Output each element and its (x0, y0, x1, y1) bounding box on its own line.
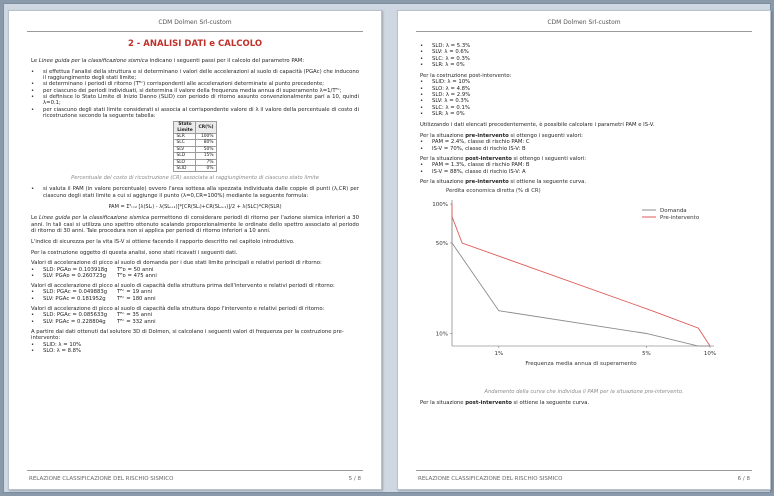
capacity-item: • SLD: PGAᴄ = 0.085633g Tᴿᶜ = 35 anni (31, 312, 153, 319)
step-item: • per ciascuno dei periodi individuati, si determina il valore della frequenza media annua di superamento λ=1/Tᴿᶜ; (31, 87, 342, 94)
table-header: Stato Limite (174, 122, 196, 134)
demand-item: • SLD: PGAᴅ = 0.103918g Tᴿᴅ = 50 anni (31, 266, 154, 273)
header-rule (416, 31, 752, 32)
intro-text: indicano i seguenti passi per il calcolo del parametro PAM: (147, 58, 305, 64)
guideline-title: Linee guida per la classificazione sismica (38, 58, 148, 64)
frequency-item: • SLID: λ = 10% (31, 341, 82, 348)
guideline-title: Linee guida per la classificazione sismica (39, 215, 150, 222)
demand-item: • SLV: PGAᴅ = 0.260723g Tᴿᴅ = 475 anni (31, 272, 157, 279)
results-text: si ottengo i seguenti valori: (511, 155, 587, 162)
table-cell: 50% (196, 146, 216, 152)
frequency-value: SLD: λ = 2.9% (432, 92, 471, 99)
result-item: • PAM = 1.3%, classe di rischio PAM: B (420, 162, 530, 169)
footer-title: RELAZIONE CLASSIFICAZIONE DEL RISCHIO SISMICO (29, 476, 174, 482)
safety-index-paragraph: L'indice di sicurezza per la vita IS-V si ottiene facendo il rapporto descritto nel capitolo introduttivo. (31, 238, 295, 245)
capacity-item: • SLD: PGAᴄ = 0.049883g Tᴿᶜ = 19 anni (31, 289, 153, 296)
capacity-item: • SLV: PGAᴄ = 0.228804g Tᴿᶜ = 332 anni (31, 318, 156, 325)
step-item: • si determinano i periodi di ritorno (Tᴿᶜ) corrispondenti alle accelerazioni determinate al punto precedente; (31, 81, 325, 88)
series-line-pre-intervento (452, 204, 710, 346)
frequency-value: SLID: λ = 10% (432, 79, 471, 86)
curve-emphasis: pre-intervento (465, 178, 509, 185)
frequency-item: • SLV: λ = 0.3% (420, 98, 469, 105)
curve-text: si ottiene la seguente curva. (508, 178, 587, 185)
utilizzando-paragraph: Utilizzando i dati elencati precedentemente, è possibile calcolare i parametri PAM e IS-V. (420, 122, 655, 129)
page-6 (397, 10, 771, 490)
step-text: si effettua l'analisi della struttura e si determinano i valori delle accelerazioni al suolo di capacità (PGAᴄ) che inducono il raggiungimento degli stati limite; (43, 68, 359, 82)
result-value: PAM = 2.4%, classe di rischio PAM: C (432, 139, 530, 146)
curve-pre-intro (420, 179, 748, 185)
return-period: Tᴿᶜ = 19 anni (117, 289, 153, 296)
x-tick-label: 10% (703, 351, 717, 358)
pam-formula: PAM = Σ⁵ᵢ₌₂ [λ(SLᵢ) - λ(SLᵢ₊₁)]*[CR(SLᵢ)+CR(SLᵢ₊₁)]/2 + λ(SLC)*CR(SLR) (108, 204, 282, 211)
table-cell: SLC (174, 140, 196, 146)
frequency-value: SLR: λ = 0% (432, 61, 465, 68)
table-cell: 80% (196, 140, 216, 146)
frequency-value: SLV: λ = 0.3% (432, 98, 469, 105)
step-text: si valuta il PAM (in valore percentuale) ovvero l'area sottesa alla spezzata individuata dalle coppie di punti (λ,CR) per ciascuno degli stati limite a cui si aggiunge il punto (λ=0,CR=100%) mediante la seguente formula: (43, 186, 359, 199)
document-viewer (3, 3, 771, 493)
pam-chart (420, 194, 750, 386)
footer-title: RELAZIONE CLASSIFICAZIONE DEL RISCHIO SISMICO (418, 476, 563, 482)
frequency-item: • SLC: λ = 0.3% (420, 55, 470, 62)
step-text: per ciascuno dei periodi individuati, si determina il valore della frequenza media annua di superamento λ=1/Tᴿᶜ; (43, 87, 342, 94)
periods-paragraph (31, 215, 359, 234)
frequency-item: • SLID: λ = 10% (420, 79, 471, 86)
table-caption: Percentuale del costo di ricostruzione (CR) associata al raggiungimento di ciascuno stato limite (71, 175, 319, 182)
series-line-domanda (452, 204, 710, 346)
table-cell: SLR (174, 133, 196, 139)
table-cell: 7% (196, 159, 216, 165)
return-period: Tᴿᴅ = 475 anni (117, 272, 157, 279)
intro-paragraph (31, 58, 359, 64)
construction-paragraph: Per la costruzione oggetto di questa analisi, sono stati ricavati i seguenti dati. (31, 249, 238, 256)
y-tick-label: 100% (432, 202, 448, 209)
pga-value: SLV: PGAᴅ = 0.260723g (43, 272, 106, 279)
table-cell: 0% (196, 166, 216, 172)
curve-emphasis: post-intervento (465, 399, 512, 406)
x-tick-label: 1% (494, 351, 504, 358)
curve-text: Per la situazione (420, 178, 466, 185)
chart-caption: Andamento della curva che individua il PAM per la situazione pre-intervento. (484, 388, 684, 395)
footer-rule (27, 470, 363, 471)
table-header: CR(%) (196, 122, 216, 134)
frequency-value: SLID: λ = 10% (43, 341, 82, 348)
intro-text: Le (31, 58, 39, 64)
table-cell: SLID (174, 166, 196, 172)
frequency-value: SLC: λ = 0.3% (432, 55, 470, 62)
capacity-item: • SLV: PGAᴄ = 0.181952g Tᴿᶜ = 180 anni (31, 295, 156, 302)
pga-value: SLD: PGAᴅ = 0.103918g (43, 266, 108, 273)
frequency-item: • SLR: λ = 0% (420, 110, 465, 117)
x-axis-label: Frequenza media annua di superamento (525, 361, 637, 368)
table-cell: 100% (196, 133, 216, 139)
page-body (31, 39, 359, 354)
frequency-value: SLC: λ = 0.1% (432, 104, 470, 111)
frequency-item: • SLO: λ = 8.8% (31, 347, 82, 354)
y-tick-label: 10% (435, 331, 448, 338)
frequency-value: SLD: λ = 5.3% (432, 43, 471, 49)
results-emphasis: post-intervento (465, 155, 512, 162)
curve-post-intro (420, 400, 748, 406)
frequency-value: SLO: λ = 8.8% (43, 347, 82, 354)
dolmen-intro: A partire dai dati ottenuti dal solutore 3D di Dolmen, si calcolano i seguenti valori di frequenza per la costruzione pre-intervento: (31, 328, 344, 342)
return-period: Tᴿᶜ = 180 anni (117, 295, 156, 302)
return-period: Tᴿᴅ = 50 anni (117, 266, 154, 273)
curve-text: Per la situazione (420, 399, 466, 406)
step-item: • per ciascuno degli stati limite considerati si associa al corrispondente valore di λ il valore della percentuale di costo di ricostruzione secondo la seguente tabella: (31, 106, 359, 119)
step-item: • si definisce lo Stato Limite di Inizio Danno (SLID) con periodo di ritorno assunto convenzionalmente pari a 10, quindi λ=0.1; (31, 93, 359, 107)
return-period: Tᴿᶜ = 35 anni (117, 312, 153, 319)
capacity-post-intro: Valori di accelerazione di picco al suolo di capacità della struttura dopo l'intervento e relativi periodi di ritorno: (31, 306, 325, 313)
legend-label: Domanda (660, 208, 687, 215)
footer-rule (416, 470, 752, 471)
section-title: 2 - ANALISI DATI e CALCOLO (127, 39, 263, 49)
frequency-value: SLV: λ = 0.6% (432, 49, 469, 56)
table-cell: SLO (174, 159, 196, 165)
y-tick-label: 50% (435, 241, 448, 248)
result-value: IS-V = 88%, classe di rischio IS-V: A (432, 168, 526, 175)
pga-value: SLV: PGAᴄ = 0.228804g (43, 318, 106, 325)
results-text: Per la situazione (420, 155, 466, 162)
results-text: Per la situazione (420, 133, 466, 140)
pga-value: SLV: PGAᴄ = 0.181952g (43, 295, 106, 302)
page-header: CDM Dolmen Srl-custom (547, 19, 621, 26)
table-cell: SLV (174, 146, 196, 152)
legend-label: Pre-intervento (660, 215, 700, 222)
frequency-value: SLR: λ = 0% (432, 110, 465, 117)
periods-text: Le (31, 215, 40, 222)
result-item: • IS-V = 70%, classe di rischio IS-V: B (420, 145, 526, 152)
results-emphasis: pre-intervento (465, 133, 509, 140)
result-value: PAM = 1.3%, classe di rischio PAM: B (432, 162, 530, 169)
table-cell: SLD (174, 153, 196, 159)
frequency-item: • SLD: λ = 5.3% (420, 43, 471, 49)
pga-value: SLD: PGAᴄ = 0.049883g (43, 289, 108, 296)
step-text: si definisce lo Stato Limite di Inizio Danno (SLID) con periodo di ritorno assunto convenzionalmente pari a 10, quindi λ=0.1; (43, 93, 359, 107)
curve-text: si ottiene la seguente curva. (511, 399, 590, 406)
pga-value: SLD: PGAᴄ = 0.085633g (43, 312, 108, 319)
post-intro: Per la costruzione post-intervento: (420, 73, 512, 80)
frequency-item: • SLO: λ = 4.8% (420, 85, 471, 92)
step-text: per ciascuno degli stati limite considerati si associa al corrispondente valore di λ il valore della percentuale di costo di ricostruzione secondo la seguente tabella: (43, 106, 359, 119)
chart-title: Perdita economica diretta (% di CR) (446, 188, 541, 195)
return-period: Tᴿᶜ = 332 anni (117, 318, 156, 325)
frequency-value: SLO: λ = 4.8% (432, 85, 471, 92)
result-value: IS-V = 70%, classe di rischio IS-V: B (432, 145, 526, 152)
periods-text: permettono di considerare periodi di ritorno per l'azione sismica inferiori a 30 anni. In tali casi si utilizza uno spettro ottenuto scalando proporzionalmente le ordinate dello spettro associato al periodo di ritorno di 30 anni. Tale procedura non si applica per periodi di ritorno inferiori a 10 anni. (31, 215, 360, 234)
page-header: CDM Dolmen Srl-custom (158, 19, 232, 26)
step-item: • si effettua l'analisi della struttura e si determinano i valori delle accelerazioni al suolo di capacità (PGAᴄ) che inducono il raggiungimento degli stati limite; (31, 68, 359, 82)
table-row (174, 166, 216, 172)
header-rule (27, 31, 363, 32)
cr-table (173, 121, 216, 172)
frequency-item: • SLR: λ = 0% (420, 61, 465, 68)
x-tick-label: 5% (642, 351, 651, 358)
frequency-item: • SLC: λ = 0.1% (420, 104, 470, 111)
page-body (420, 43, 748, 406)
frequency-item: • SLD: λ = 2.9% (420, 92, 471, 99)
capacity-pre-intro: Valori di accelerazione di picco al suolo di capacità della struttura prima dell'intervento e relativi periodi di ritorno: (31, 283, 335, 290)
results-text: si ottengo i seguenti valori: (508, 133, 583, 140)
demand-intro: Valori di accelerazione di picco al suolo di domanda per i due stati limite principali e relativi periodi di ritorno: (31, 260, 322, 267)
step-item: • si valuta il PAM (in valore percentuale) ovvero l'area sottesa alla spezzata individuata dalle coppie di punti (λ,CR) per ciascuno degli stati limite a cui si aggiunge il punto (λ=0,CR=100%) mediante la seguente formula: (31, 186, 359, 199)
result-item: • PAM = 2.4%, classe di rischio PAM: C (420, 139, 530, 146)
page-5 (8, 10, 382, 490)
step-text: si determinano i periodi di ritorno (Tᴿᶜ) corrispondenti alle accelerazioni determinate al punto precedente; (43, 81, 325, 88)
table-cell: 15% (196, 153, 216, 159)
result-item: • IS-V = 88%, classe di rischio IS-V: A (420, 168, 526, 175)
frequency-item: • SLV: λ = 0.6% (420, 49, 469, 56)
page-number: 6 / 8 (737, 476, 750, 482)
page-number: 5 / 8 (348, 476, 361, 482)
